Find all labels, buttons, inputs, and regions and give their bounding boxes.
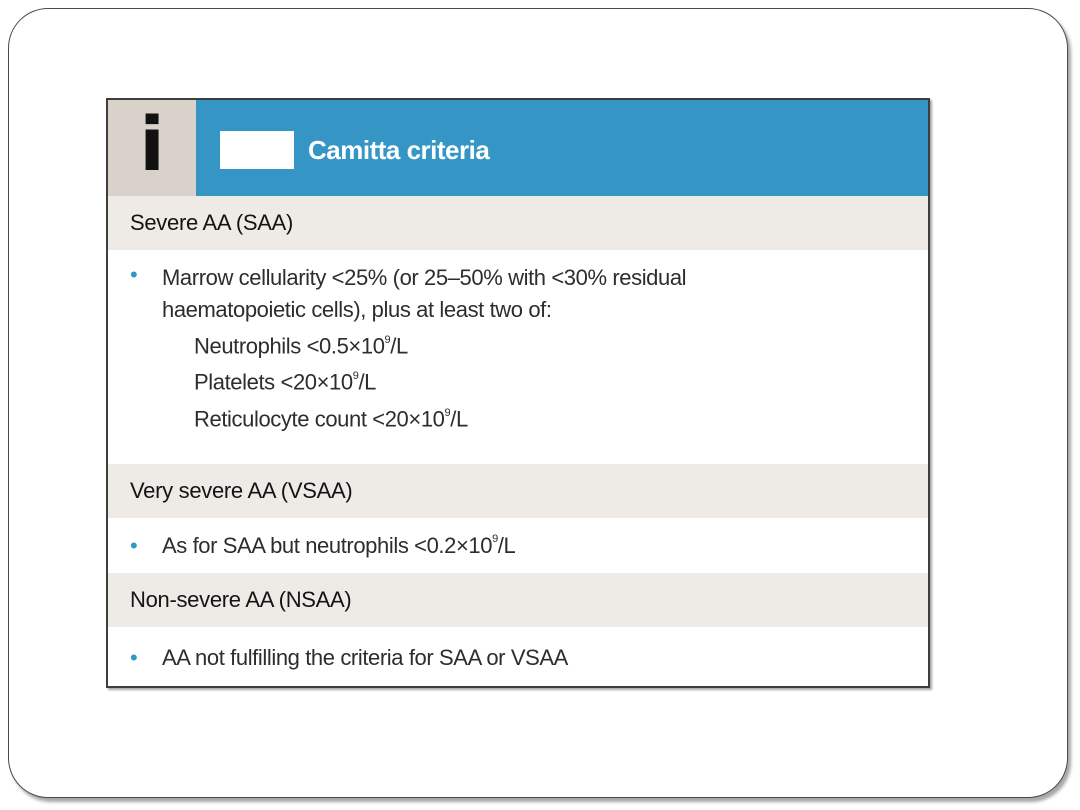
title-patch xyxy=(220,131,294,169)
title-bar xyxy=(196,100,928,196)
criterion-platelets: Platelets $<20\times 10^9/L$ xyxy=(194,369,377,395)
info-icon: i xyxy=(139,102,165,188)
section-body-vsaa xyxy=(108,518,928,573)
bullet-icon: • xyxy=(130,262,138,287)
section-body-nsaa xyxy=(108,627,928,688)
criterion-reticulocytes: Reticulocyte count $<20\times 10^9/L$ xyxy=(194,405,468,431)
info-box xyxy=(106,98,930,688)
nsaa-bullet-text: AA not fulfilling the criteria for SAA or VSAA xyxy=(162,644,568,670)
info-box-header xyxy=(108,100,928,196)
saa-bullet-line-2: haematopoietic cells), plus at least two of: xyxy=(162,297,552,322)
bullet-icon: • xyxy=(130,532,138,558)
criterion-neutrophils: Neutrophils $<0.5\times 10^9/L$ xyxy=(194,333,408,359)
saa-bullet-line-1: Marrow cellularity <25% (or 25–50% with <30% residual xyxy=(162,265,687,290)
section-body-saa xyxy=(108,250,928,464)
section-heading-saa: Severe AA (SAA) xyxy=(108,196,928,250)
vsaa-bullet-text: As for SAA but neutrophils $<0.2\times 10^9/L$ xyxy=(162,532,516,558)
info-icon-cell xyxy=(108,100,196,196)
section-heading-nsaa: Non-severe AA (NSAA) xyxy=(108,573,928,627)
box-title: Camitta criteria xyxy=(308,134,490,165)
bullet-icon: • xyxy=(130,644,138,670)
section-heading-vsaa: Very severe AA (VSAA) xyxy=(108,464,928,518)
